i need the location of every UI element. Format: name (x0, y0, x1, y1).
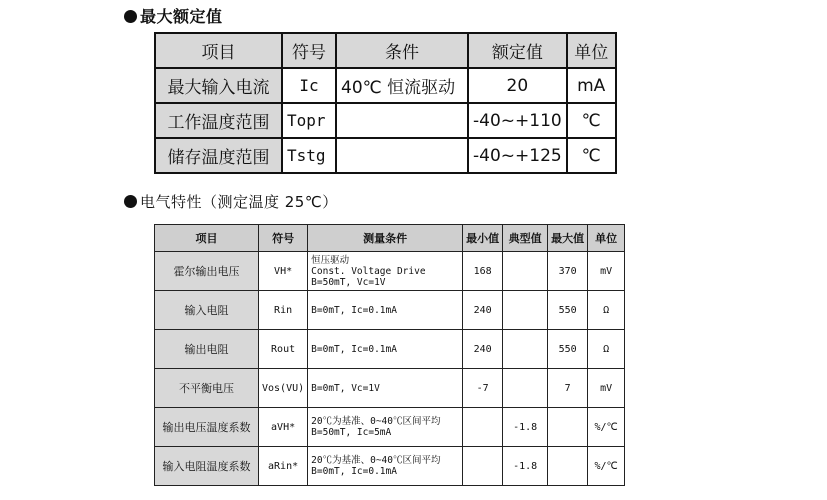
row-symbol: Topr (282, 103, 336, 138)
row-symbol: VH* (259, 252, 308, 291)
row-item: 输入电阻温度系数 (155, 447, 259, 486)
header-typ: 典型值 (503, 225, 548, 252)
table-row (155, 408, 625, 447)
section-title-max-ratings (124, 4, 223, 27)
row-symbol: Vos(VU) (259, 369, 308, 408)
row-unit: mV (588, 369, 625, 408)
table-header-row (155, 225, 625, 252)
condition-line: B=0mT, Ic=0.1mA (311, 466, 397, 477)
row-condition: 40℃ 恒流驱动 (336, 68, 468, 103)
row-rating: -40~+125 (468, 138, 567, 173)
bullet-icon (124, 195, 137, 208)
row-unit: ℃ (567, 103, 616, 138)
header-unit: 单位 (567, 33, 616, 68)
max-ratings-table (154, 32, 617, 174)
row-typ (503, 330, 548, 369)
section-title-electrical (124, 191, 338, 212)
row-unit: mV (588, 252, 625, 291)
table-row (155, 330, 625, 369)
row-item: 工作温度范围 (155, 103, 282, 138)
row-condition (308, 369, 463, 408)
row-symbol: Tstg (282, 138, 336, 173)
row-min: -7 (463, 369, 503, 408)
row-item: 输出电阻 (155, 330, 259, 369)
row-typ (503, 369, 548, 408)
electrical-characteristics-table (154, 224, 625, 486)
table-row (155, 369, 625, 408)
row-condition (308, 447, 463, 486)
row-typ (503, 252, 548, 291)
condition-line: B=0mT, Ic=0.1mA (311, 343, 397, 355)
table-row (155, 138, 616, 173)
row-symbol: Rout (259, 330, 308, 369)
condition-line: B=50mT, Ic=5mA (311, 427, 392, 438)
row-rating: 20 (468, 68, 567, 103)
row-rating: -40~+110 (468, 103, 567, 138)
row-condition (336, 138, 468, 173)
row-condition (308, 291, 463, 330)
section-title-text: 最大额定值 (140, 7, 223, 26)
row-min: 168 (463, 252, 503, 291)
row-item: 储存温度范围 (155, 138, 282, 173)
row-unit: %/℃ (588, 408, 625, 447)
header-item: 项目 (155, 225, 259, 252)
row-unit: Ω (588, 291, 625, 330)
table-row (155, 291, 625, 330)
section-title-text: 电气特性（测定温度 25℃） (140, 193, 338, 211)
header-condition: 条件 (336, 33, 468, 68)
row-min: 240 (463, 291, 503, 330)
header-condition: 测量条件 (308, 225, 463, 252)
row-typ (503, 291, 548, 330)
row-item: 最大输入电流 (155, 68, 282, 103)
condition-line: 20℃为基准、0~40℃区间平均 (311, 455, 441, 466)
table-row (155, 252, 625, 291)
row-max: 7 (548, 369, 588, 408)
table-row (155, 103, 616, 138)
row-max (548, 447, 588, 486)
row-max: 550 (548, 330, 588, 369)
table-header-row (155, 33, 616, 68)
header-item: 项目 (155, 33, 282, 68)
header-symbol: 符号 (259, 225, 308, 252)
row-item: 输入电阻 (155, 291, 259, 330)
row-min (463, 408, 503, 447)
row-symbol: aVH* (259, 408, 308, 447)
table-row (155, 68, 616, 103)
row-condition (308, 252, 463, 291)
row-unit: %/℃ (588, 447, 625, 486)
row-unit: mA (567, 68, 616, 103)
row-unit: Ω (588, 330, 625, 369)
row-max (548, 408, 588, 447)
table-row (155, 447, 625, 486)
row-symbol: Rin (259, 291, 308, 330)
row-min: 240 (463, 330, 503, 369)
row-condition (336, 103, 468, 138)
condition-line: B=0mT, Vc=1V (311, 382, 380, 394)
row-typ: -1.8 (503, 408, 548, 447)
row-condition (308, 330, 463, 369)
bullet-icon (124, 10, 137, 23)
row-item: 不平衡电压 (155, 369, 259, 408)
row-symbol: aRin* (259, 447, 308, 486)
header-max: 最大值 (548, 225, 588, 252)
header-min: 最小值 (463, 225, 503, 252)
header-unit: 单位 (588, 225, 625, 252)
condition-line: B=50mT, Vc=1V (311, 276, 386, 288)
header-symbol: 符号 (282, 33, 336, 68)
row-min (463, 447, 503, 486)
row-item: 输出电压温度系数 (155, 408, 259, 447)
header-rating: 额定值 (468, 33, 567, 68)
row-item: 霍尔输出电压 (155, 252, 259, 291)
row-typ: -1.8 (503, 447, 548, 486)
row-max: 550 (548, 291, 588, 330)
condition-line: 20℃为基准、0~40℃区间平均 (311, 416, 441, 427)
row-symbol: Ic (282, 68, 336, 103)
condition-line: Const. Voltage Drive (311, 265, 426, 277)
row-condition (308, 408, 463, 447)
row-max: 370 (548, 252, 588, 291)
condition-line: B=0mT, Ic=0.1mA (311, 304, 397, 316)
condition-line: 恒压驱动 (311, 254, 350, 266)
row-unit: ℃ (567, 138, 616, 173)
